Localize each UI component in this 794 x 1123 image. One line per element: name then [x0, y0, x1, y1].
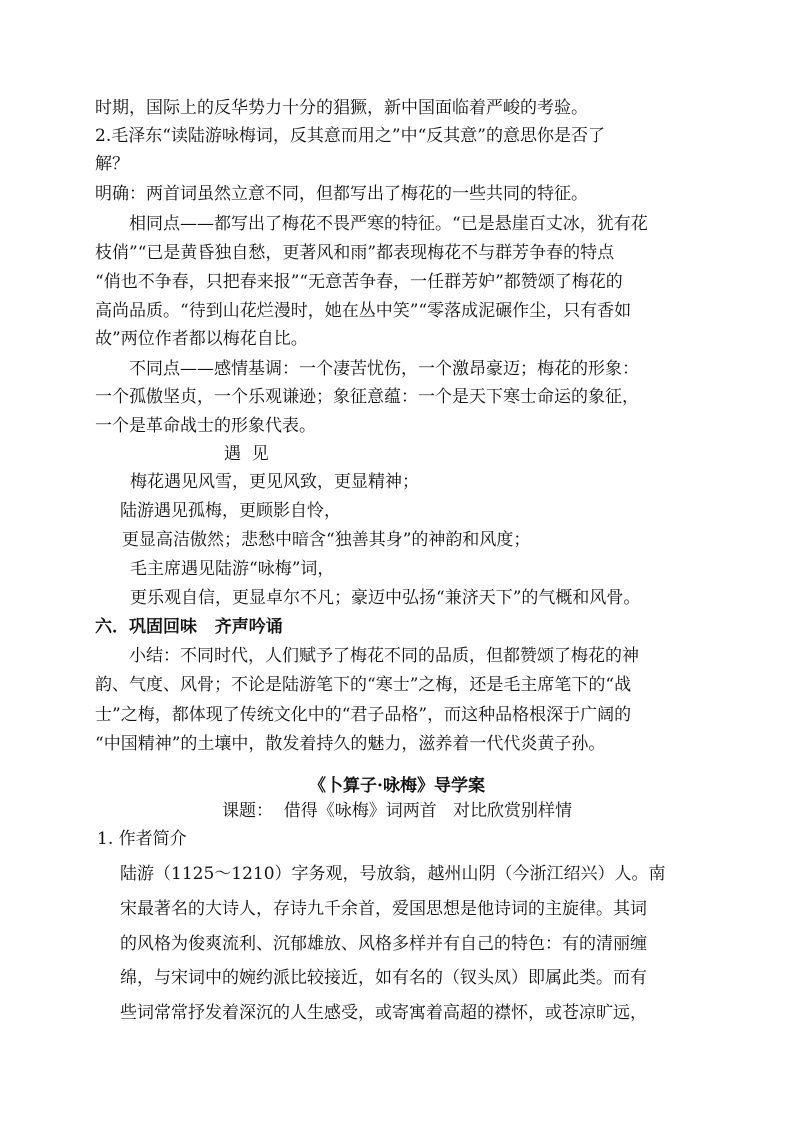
summary-line: 士”之梅，都体现了传统文化中的“君子品格”，而这种品格根深于广阔的 — [95, 705, 632, 725]
author-bio-line: 陆游（1125～1210）字务观，号放翁，越州山阴（今浙江绍兴）人。南 — [120, 864, 666, 884]
summary-line: 小结：不同时代，人们赋予了梅花不同的品质，但都赞颂了梅花的神 — [129, 646, 639, 666]
similarity-line: 枝俏”“已是黄昏独自愁，更著风和雨”都表现梅花不与群芳争春的特点 — [95, 243, 615, 263]
author-bio-line: 些词常常抒发着深沉的人生感受，或寄寓着高超的襟怀，或苍凉旷远， — [120, 1003, 647, 1023]
summary-line: 韵、气度、风骨；不论是陆游笔下的“寒士”之梅，还是毛主席笔下的“战 — [95, 675, 632, 695]
summary-line: “中国精神”的土壤中，散发着持久的魅力，滋养着一代代炎黄子孙。 — [95, 734, 606, 754]
similarity-line: 故”两位作者都以梅花自比。 — [95, 329, 308, 349]
poem-title: 遇 见 — [224, 444, 269, 464]
similarity-line: 相同点——都写出了梅花不畏严寒的特征。“已是悬崖百丈冰，犹有花 — [129, 214, 648, 234]
poem-line: 毛主席遇见陆游“咏梅”词， — [130, 559, 335, 579]
author-bio-line: 绵，与宋词中的婉约派比较接近，如有名的（钗头凤）即属此类。而有 — [120, 968, 647, 988]
guide-subtitle: 课题： 借得《咏梅》词两首 对比欣赏别样情 — [221, 801, 573, 821]
item-1-heading: 1. 作者简介 — [97, 829, 187, 849]
answer-line: 明确：两首词虽然立意不同，但都写出了梅花的一些共同的特征。 — [95, 184, 588, 204]
difference-line: 一个是革命战士的形象代表。 — [95, 416, 316, 436]
text-line: 时期，国际上的反华势力十分的猖獗，新中国面临着严峻的考验。 — [95, 98, 588, 118]
section-six-heading: 六．巩固回味 齐声吟诵 — [95, 617, 283, 637]
poem-line: 更显高洁傲然；悲愁中暗含“独善其身”的神韵和风度； — [122, 530, 531, 550]
author-bio-line: 的风格为俊爽流利、沉郁雄放、风格多样并有自己的特色：有的清丽缠 — [120, 934, 647, 954]
question-2-line: 解？ — [95, 154, 129, 174]
difference-line: 一个孤傲坚贞，一个乐观谦逊；象征意蕴：一个是天下寒士命运的象征， — [95, 387, 639, 407]
poem-line: 陆游遇见孤梅，更顾影自怜， — [120, 501, 341, 521]
similarity-line: “俏也不争春，只把春来报”“无意苦争春，一任群芳妒”都赞颂了梅花的 — [95, 272, 623, 292]
question-2-line: 2.毛泽东“读陆游咏梅词，反其意而用之”中“反其意”的意思你是否了 — [95, 126, 605, 146]
difference-line: 不同点——感情基调：一个凄苦忧伤，一个激昂豪迈；梅花的形象： — [129, 359, 639, 379]
guide-title: 《卜算子·咏梅》导学案 — [309, 776, 485, 796]
poem-line: 梅花遇见风雪，更见风致，更显精神； — [130, 472, 419, 492]
poem-line: 更乐观自信，更显卓尔不凡；豪迈中弘扬“兼济天下”的气概和风骨。 — [130, 588, 641, 608]
similarity-line: 高尚品质。“待到山花烂漫时，她在丛中笑”“零落成泥碾作尘，只有香如 — [95, 301, 632, 321]
author-bio-line: 宋最著名的大诗人，存诗九千余首，爱国思想是他诗词的主旋律。其词 — [120, 899, 647, 919]
